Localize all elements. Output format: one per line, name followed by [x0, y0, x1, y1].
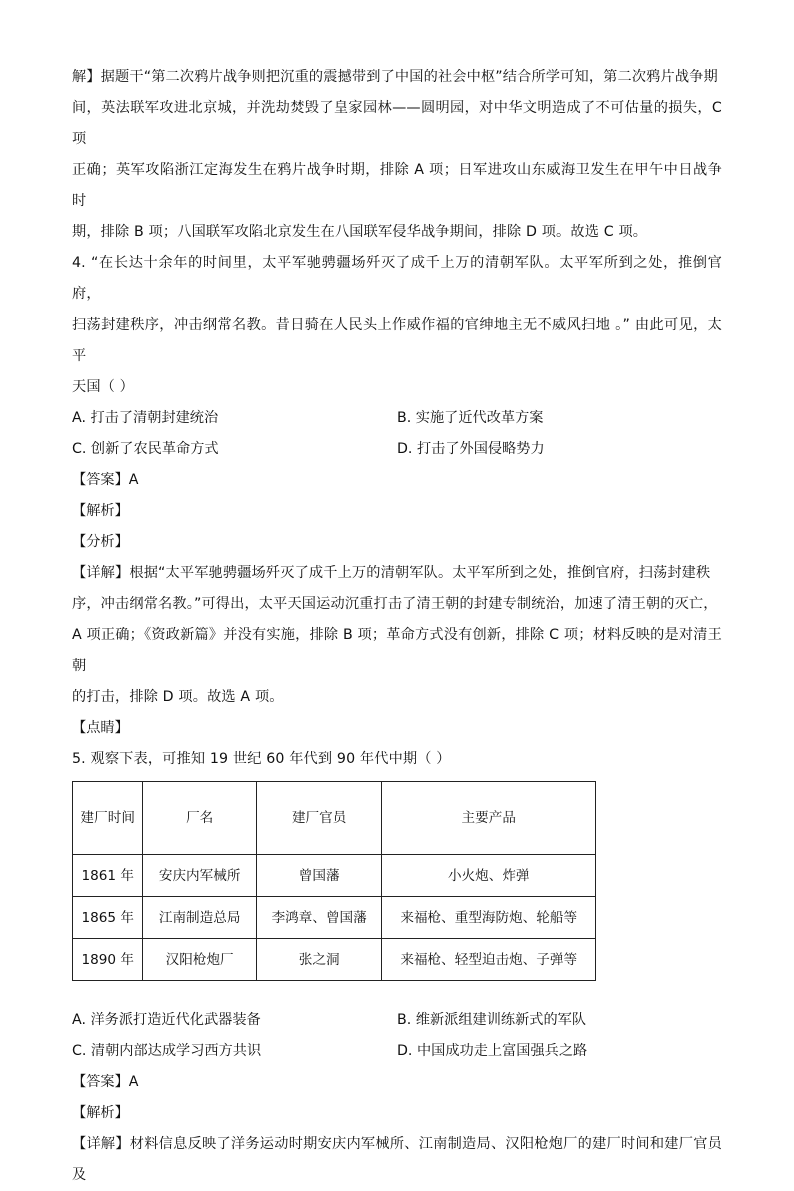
- option-b: B. 维新派组建训练新式的军队: [397, 1012, 587, 1028]
- table-header-row: [73, 782, 596, 855]
- table-cell: 来福枪、重型海防炮、轮船等: [382, 897, 596, 939]
- options-row: [72, 1005, 722, 1036]
- text-line: 期，排除 B 项；八国联军攻陷北京发生在八国联军侵华战争期间，排除 D 项。故选 C 项。: [72, 224, 648, 240]
- table-cell: 来福枪、轻型迫击炮、子弹等: [382, 939, 596, 981]
- options-row: [72, 403, 722, 434]
- detail-line: 序，冲击纲常名教。”可得出，太平天国运动沉重打击了清王朝的封建专制统治，加速了清王朝的灭亡，: [72, 596, 718, 612]
- question-4: [72, 248, 722, 744]
- option-a: A. 打击了清朝封建统治: [72, 410, 219, 426]
- answer-label: 【答案】A: [72, 472, 139, 488]
- table-cell: 1861 年: [73, 855, 143, 897]
- question-stem: 5. 观察下表，可推知 19 世纪 60 年代到 90 年代中期（ ）: [72, 751, 451, 767]
- table-cell: 汉阳枪炮厂: [143, 939, 256, 981]
- table-cell: 张之洞: [256, 939, 382, 981]
- q3-explanation: [72, 62, 722, 248]
- table-cell: 李鸿章、曾国藩: [256, 897, 382, 939]
- question-stem-line: 天国（ ）: [72, 379, 135, 395]
- detail-line: A 项正确；《资政新篇》并没有实施，排除 B 项；革命方式没有创新，排除 C 项；材料反映的是对清王朝: [72, 627, 722, 674]
- table-row: [73, 939, 596, 981]
- analysis-label: 【解析】: [72, 503, 129, 519]
- table-cell: 曾国藩: [256, 855, 382, 897]
- answer-label: 【答案】A: [72, 1074, 139, 1090]
- fenxi-label: 【分析】: [72, 534, 129, 550]
- spacer: [72, 981, 722, 1005]
- table-row: [73, 897, 596, 939]
- options-row: [72, 434, 722, 465]
- detail-line: 【详解】材料信息反映了洋务运动时期安庆内军械所、江南制造局、汉阳枪炮厂的建厂时间和建厂官员及: [72, 1136, 722, 1183]
- option-c: C. 清朝内部达成学习西方共识: [72, 1043, 262, 1059]
- option-d: D. 打击了外国侵略势力: [397, 441, 545, 457]
- table-header: 建厂官员: [256, 782, 382, 855]
- detail-line: 【详解】根据“太平军驰骋疆场歼灭了成千上万的清朝军队。太平军所到之处，推倒官府，扫荡封建秩: [72, 565, 711, 581]
- table-cell: 1865 年: [73, 897, 143, 939]
- table-cell: 小火炮、炸弹: [382, 855, 596, 897]
- table-cell: 江南制造总局: [143, 897, 256, 939]
- factory-table: [72, 781, 596, 981]
- option-b: B. 实施了近代改革方案: [397, 410, 544, 426]
- table-cell: 安庆内军械所: [143, 855, 256, 897]
- text-line: 间，英法联军攻进北京城，并洗劫焚毁了皇家园林——圆明园，对中华文明造成了不可估量的损失，C 项: [72, 100, 722, 147]
- text-line: 解】据题干“第二次鸦片战争则把沉重的震撼带到了中国的社会中枢”结合所学可知，第二次鸦片战争期: [72, 69, 718, 85]
- question-5: [72, 744, 722, 1191]
- table-header: 建厂时间: [73, 782, 143, 855]
- table-cell: 1890 年: [73, 939, 143, 981]
- option-c: C. 创新了农民革命方式: [72, 441, 219, 457]
- detail-line: 的打击，排除 D 项。故选 A 项。: [72, 689, 284, 705]
- text-line: 正确；英军攻陷浙江定海发生在鸦片战争时期，排除 A 项；日军进攻山东威海卫发生在甲午中日战争时: [72, 162, 722, 209]
- option-d: D. 中国成功走上富国强兵之路: [397, 1043, 588, 1059]
- dianjing-label: 【点睛】: [72, 720, 129, 736]
- table-header: 厂名: [143, 782, 256, 855]
- analysis-label: 【解析】: [72, 1105, 129, 1121]
- table-header: 主要产品: [382, 782, 596, 855]
- options-row: [72, 1036, 722, 1067]
- option-a: A. 洋务派打造近代化武器装备: [72, 1012, 261, 1028]
- document-page: [72, 62, 722, 1191]
- table-row: [73, 855, 596, 897]
- question-stem-line: 扫荡封建秩序，冲击纲常名教。昔日骑在人民头上作威作福的官绅地主无不威风扫地 。” 由此可见，太平: [72, 317, 722, 364]
- question-stem-line: 4. “在长达十余年的时间里，太平军驰骋疆场歼灭了成千上万的清朝军队。太平军所到之处，推倒官府，: [72, 255, 722, 302]
